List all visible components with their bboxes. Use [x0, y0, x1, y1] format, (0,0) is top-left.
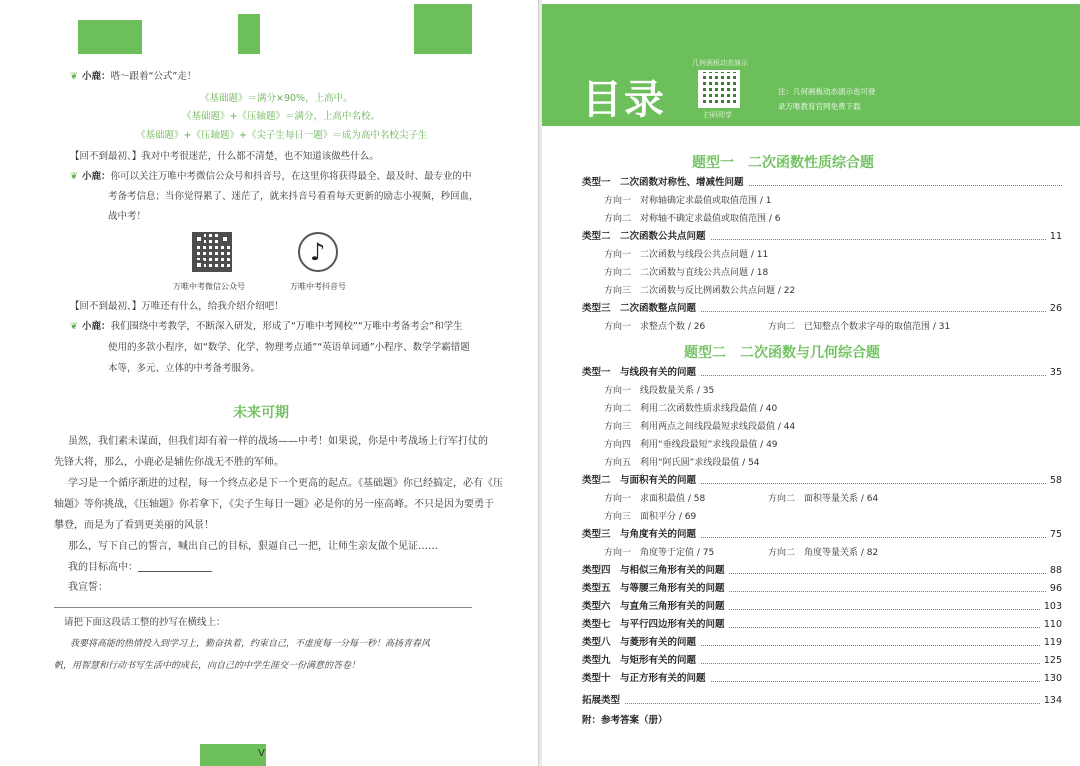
header-note-line: 注：几何画板动态演示也可登	[778, 87, 876, 96]
toc-entry-label	[582, 366, 700, 380]
toc-entry-text: 类型二 二次函数公共点问题	[582, 231, 706, 242]
toc-entry-text: 类型三 二次函数整点问题	[582, 303, 697, 314]
toc-entry-text: 类型二 与面积有关的问题	[582, 475, 697, 486]
toc-entry[interactable]	[582, 474, 1062, 488]
copy-prompt: 请把下面这段话工整的抄写在横线上：	[64, 617, 226, 628]
toc-entry[interactable]	[582, 672, 1062, 686]
toc-entry[interactable]	[582, 600, 1062, 614]
speaker-label: 小鹿：	[81, 321, 111, 332]
toc-sub-entry[interactable]: 方向二 面积等量关系 / 64	[768, 494, 879, 504]
left-page	[0, 0, 538, 766]
toc-entry[interactable]	[582, 582, 1062, 596]
topic-heading: 题型一 二次函数性质综合题	[692, 155, 874, 171]
toc-page-number: 103	[1041, 600, 1062, 614]
deer-icon: ❦	[70, 171, 78, 182]
deer-icon: ❦	[70, 321, 78, 332]
toc-page-number: 26	[1047, 302, 1062, 316]
question-line: 【回不到最初、】我对中考很迷茫，什么都不清楚，也不知道该做些什么。	[70, 151, 379, 162]
toc-sub-entry[interactable]: 方向一 角度等于定值 / 75	[604, 548, 715, 558]
header-note-line: 录万唯教育官网免费下载	[778, 102, 861, 111]
speaker-label: 小鹿：	[81, 171, 111, 182]
toc-entry-label	[582, 302, 700, 316]
toc-entry-text: 类型七 与平行四边形有关的问题	[582, 619, 725, 630]
dialog-text: 战中考！	[108, 211, 147, 222]
toc-sub-entry[interactable]: 方向一 求面积最值 / 58	[604, 494, 706, 504]
toc-sub-entry[interactable]: 方向一 求整点个数 / 26	[604, 322, 706, 332]
toc-page-number: 134	[1041, 694, 1062, 708]
toc-page-number: 96	[1047, 582, 1062, 596]
toc-entry[interactable]	[582, 694, 1062, 708]
toc-entry-text: 类型一 二次函数对称性、增减性问题	[582, 177, 744, 188]
toc-sub-entry[interactable]: 方向五 利用“阿氏圆”求线段最值 / 54	[604, 458, 760, 468]
toc-entry-label	[582, 564, 729, 578]
divider	[54, 607, 472, 608]
toc-page-number: 35	[1047, 366, 1062, 380]
handwritten-line: 帆，用智慧和行动书写生活中的成长，向自己的中学生涯交一份满意的答卷！	[54, 661, 361, 671]
toc-entry-text: 类型五 与等腰三角形有关的问题	[582, 583, 725, 594]
toc-sub-entry[interactable]: 方向一 二次函数与线段公共点问题 / 11	[604, 250, 769, 260]
paragraph-line: 学习是一个循序渐进的过程，每一个终点必是下一个更高的起点。《基础题》你已经搞定，必有《压	[68, 478, 503, 489]
toc-sub-entry[interactable]: 方向二 利用二次函数性质求线段最值 / 40	[604, 404, 778, 414]
toc-entry-text: 类型一 与线段有关的问题	[582, 367, 697, 378]
appendix-label[interactable]: 附：参考答案（册）	[582, 715, 668, 726]
goal-blank-line[interactable]	[138, 571, 212, 572]
toc-page-number: 75	[1047, 528, 1062, 542]
toc-entry-label	[582, 582, 729, 596]
speaker-label: 小鹿：	[81, 71, 111, 82]
toc-entry[interactable]	[582, 366, 1062, 380]
dynamic-demo-qr-code	[698, 70, 740, 108]
toc-sub-entry[interactable]: 方向三 二次函数与反比例函数公共点问题 / 22	[604, 286, 796, 296]
toc-entry[interactable]	[582, 176, 1062, 190]
toc-page-number: 119	[1041, 636, 1062, 650]
toc-page-number: 11	[1047, 230, 1062, 244]
toc-sub-entry[interactable]: 方向二 已知整点个数求字母的取值范围 / 31	[768, 322, 951, 332]
qr-caption-top: 几何画板动态演示	[692, 59, 748, 67]
toc-entry[interactable]	[582, 528, 1062, 542]
toc-entry-label	[582, 672, 710, 686]
toc-entry-text: 类型八 与菱形有关的问题	[582, 637, 697, 648]
toc-page-number: 110	[1041, 618, 1062, 632]
toc-sub-entry[interactable]: 方向四 利用“垂线段最短”求线段最值 / 49	[604, 440, 778, 450]
page-number: V	[258, 748, 265, 759]
toc-entry[interactable]	[582, 618, 1062, 632]
toc-sub-entry[interactable]: 方向一 对称轴确定求最值或取值范围 / 1	[604, 196, 772, 206]
dialog-text: 考备考信息；当你觉得累了、迷茫了，就来抖音号看看每天更新的励志小视频，秒回血，	[108, 191, 479, 202]
topic-heading: 题型二 二次函数与几何综合题	[684, 345, 880, 361]
qr-caption: 万唯中考微信公众号	[173, 282, 245, 291]
paragraph-line: 先锋大将，那么，小鹿必是辅佐你战无不胜的军师。	[54, 457, 284, 468]
toc-entry[interactable]	[582, 230, 1062, 244]
toc-sub-entry[interactable]: 方向二 对称轴不确定求最值或取值范围 / 6	[604, 214, 781, 224]
paragraph-line: 那么，写下自己的誓言，喊出自己的目标，狠逼自己一把，让师生亲友做个见证……	[68, 541, 438, 552]
toc-entry[interactable]	[582, 636, 1062, 650]
toc-entry-label	[582, 176, 748, 190]
douyin-logo-icon	[298, 232, 338, 272]
dialog-text: 本等，多元、立体的中考备考服务。	[108, 363, 261, 374]
section-title: 未来可期	[233, 405, 289, 421]
toc-entry-label	[582, 654, 700, 668]
dialog-text: 我们围绕中考教学，不断深入研发，形成了“万唯中考网校”“万唯中考备考会”和学生	[110, 321, 463, 332]
page-number-tab	[200, 744, 266, 766]
dot-leader	[582, 703, 1062, 704]
dialog-line	[70, 70, 196, 83]
toc-entry-text: 类型六 与直角三角形有关的问题	[582, 601, 725, 612]
dialog-line	[70, 320, 463, 333]
toc-entry[interactable]	[582, 654, 1062, 668]
toc-entry-label	[582, 474, 700, 488]
toc-entry[interactable]	[582, 564, 1062, 578]
toc-entry-label	[582, 618, 729, 632]
green-tab-decoration	[78, 20, 142, 54]
toc-entry-text: 类型九 与矩形有关的问题	[582, 655, 697, 666]
toc-page-number: 58	[1047, 474, 1062, 488]
qr-caption: 万唯中考抖音号	[290, 282, 346, 291]
toc-sub-entry[interactable]: 方向三 面积平分 / 69	[604, 512, 697, 522]
dialog-text: 你可以关注万唯中考微信公众号和抖音号，在这里你将获得最全、最及时、最专业的中	[110, 171, 472, 182]
question-line: 【回不到最初、】万唯还有什么，给我介绍介绍吧！	[70, 301, 284, 312]
toc-entry-label	[582, 528, 700, 542]
right-page	[542, 0, 1080, 766]
qr-caption-bottom: 扫码即享	[704, 111, 732, 119]
formula-line: 《基础题》+《压轴题》＝满分，上高中名校。	[182, 111, 380, 122]
toc-page-number: 88	[1047, 564, 1062, 578]
handwritten-line: 我要将高能的热情投入到学习上，勤奋执着，约束自己，不虚度每一分每一秒！高扬青春风	[70, 639, 431, 649]
green-tab-decoration	[414, 4, 472, 54]
oath-label: 我宣誓：	[68, 582, 108, 593]
dialog-line	[70, 170, 472, 183]
green-tab-decoration	[238, 14, 260, 54]
toc-entry-label	[582, 600, 729, 614]
paragraph-line: 轴题》等你挑战，《压轴题》你若拿下，《尖子生每日一题》必是你的另一座高峰。不只是因为要勇于	[54, 499, 494, 510]
toc-entry-text: 类型三 与角度有关的问题	[582, 529, 697, 540]
toc-sub-entry[interactable]: 方向三 利用两点之间线段最短求线段最值 / 44	[604, 422, 796, 432]
toc-entry-text: 类型十 与正方形有关的问题	[582, 673, 706, 684]
deer-icon: ❦	[70, 71, 78, 82]
formula-line: 《基础题》+《压轴题》+《尖子生每日一题》＝成为高中名校尖子生	[136, 130, 428, 141]
dialog-text: 嗒～跟着“公式”走！	[110, 71, 197, 82]
paragraph-line: 攀登，而是为了看到更美丽的风景！	[54, 520, 214, 531]
toc-entry-label	[582, 230, 710, 244]
goal-label: 我的目标高中：	[68, 562, 138, 573]
toc-page-number: 130	[1041, 672, 1062, 686]
dialog-text: 使用的多款小程序，如“数学、化学、物理考点通”“英语单词通”小程序、数学学霸错题	[108, 342, 470, 353]
formula-line: 《基础题》＝满分×90%，上高中。	[200, 93, 353, 104]
toc-page-number: 125	[1041, 654, 1062, 668]
wechat-qr-code	[192, 232, 232, 272]
toc-title: 目录	[582, 77, 666, 123]
toc-sub-entry[interactable]: 方向一 线段数量关系 / 35	[604, 386, 715, 396]
toc-entry-label	[582, 694, 624, 708]
toc-sub-entry[interactable]: 方向二 角度等量关系 / 82	[768, 548, 879, 558]
toc-entry[interactable]	[582, 302, 1062, 316]
toc-entry-label	[582, 636, 700, 650]
toc-entry-text: 拓展类型	[582, 695, 621, 706]
toc-sub-entry[interactable]: 方向二 二次函数与直线公共点问题 / 18	[604, 268, 769, 278]
paragraph-line: 虽然，我们素未谋面，但我们却有着一样的战场——中考！如果说，你是中考战场上行军打仗的	[68, 436, 488, 447]
toc-entry-text: 类型四 与相似三角形有关的问题	[582, 565, 725, 576]
